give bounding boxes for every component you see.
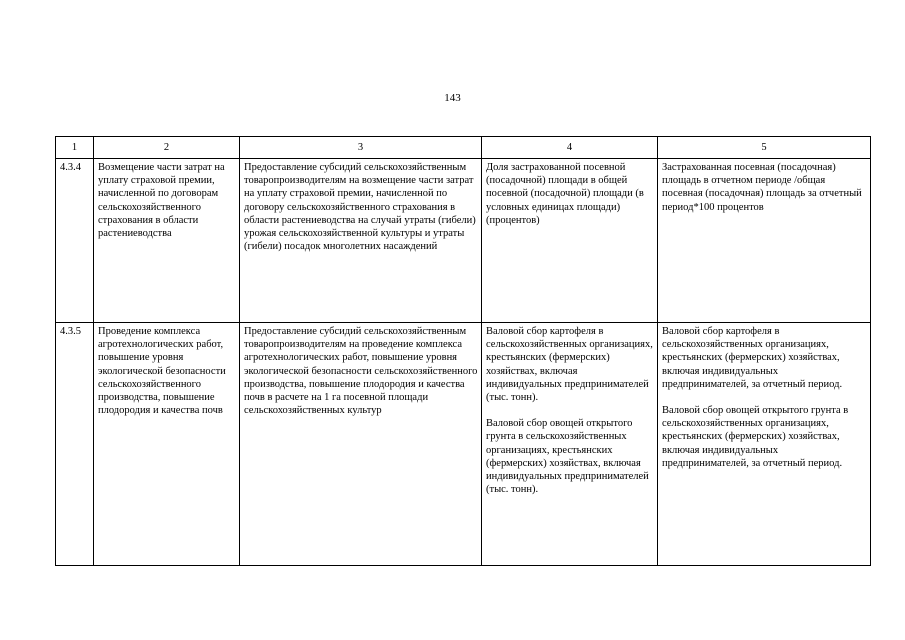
header-cell-1: 1 xyxy=(56,137,94,159)
indicator-vegetables: Валовой сбор овощей открытого грунта в сельскохозяйственных организациях, крестьянских (фермерских) хозяйствах, включая индивидуальных предпринимателей (тыс. тонн). xyxy=(486,418,649,496)
measure-description-cell: Предоставление субсидий сельскохозяйственным товаропроизводителям на возмещение части затрат на уплату страховой премии, начисленной по договору сельскохозяйственного страхования в области растениеводства на случай утраты (гибели) урожая сельскохозяйственной культуры и утраты (гибели) посадок многолетних насаждений xyxy=(240,159,482,323)
calculation-vegetables: Валовой сбор овощей открытого грунта в сельскохозяйственных организациях, крестьянских (фермерских) хозяйствах, включая индивидуальных предпринимателей, за отчетный период. xyxy=(662,405,849,469)
page-number: 143 xyxy=(444,92,461,104)
calculation-potato: Валовой сбор картофеля в сельскохозяйственных организациях, крестьянских (фермерских) хозяйствах, включая индивидуальных предпринимателей, за отчетный период. xyxy=(662,326,843,390)
indicator-cell: Доля застрахованной посевной (посадочной) площади в общей посевной (посадочной) площади (в условных единицах площади) (процентов) xyxy=(482,159,658,323)
table-row xyxy=(56,323,871,566)
table-row xyxy=(56,159,871,323)
header-cell-3: 3 xyxy=(240,137,482,159)
header-cell-2: 2 xyxy=(94,137,240,159)
calculation-cell xyxy=(658,323,871,566)
header-cell-5: 5 xyxy=(658,137,871,159)
indicators-table xyxy=(55,136,871,566)
measure-description-cell: Предоставление субсидий сельскохозяйственным товаропроизводителям на проведение комплекса агротехнологических работ, повышение уровня экологической безопасности сельскохозяйственного производства, повышение плодородия и качества почв в расчете на 1 га посевной площади сельскохозяйственных культур xyxy=(240,323,482,566)
measure-name-cell: Проведение комплекса агротехнологических работ, повышение уровня экологической безопасности сельскохозяйственного производства, повышение плодородия и качества почв xyxy=(94,323,240,566)
indicator-potato: Валовой сбор картофеля в сельскохозяйственных организациях, крестьянских (фермерских) хозяйствах, включая индивидуальных предпринимателей (тыс. тонн). xyxy=(486,326,653,404)
table-header-row xyxy=(56,137,871,159)
row-number-cell: 4.3.4 xyxy=(56,159,94,323)
header-cell-4: 4 xyxy=(482,137,658,159)
measure-name-cell: Возмещение части затрат на уплату страховой премии, начисленной по договорам сельскохозяйственного страхования в области растениеводства xyxy=(94,159,240,323)
indicator-cell xyxy=(482,323,658,566)
row-number-cell: 4.3.5 xyxy=(56,323,94,566)
calculation-cell: Застрахованная посевная (посадочная) площадь в отчетном периоде /общая посевная (посадочная) площадь за отчетный период*100 процентов xyxy=(658,159,871,323)
